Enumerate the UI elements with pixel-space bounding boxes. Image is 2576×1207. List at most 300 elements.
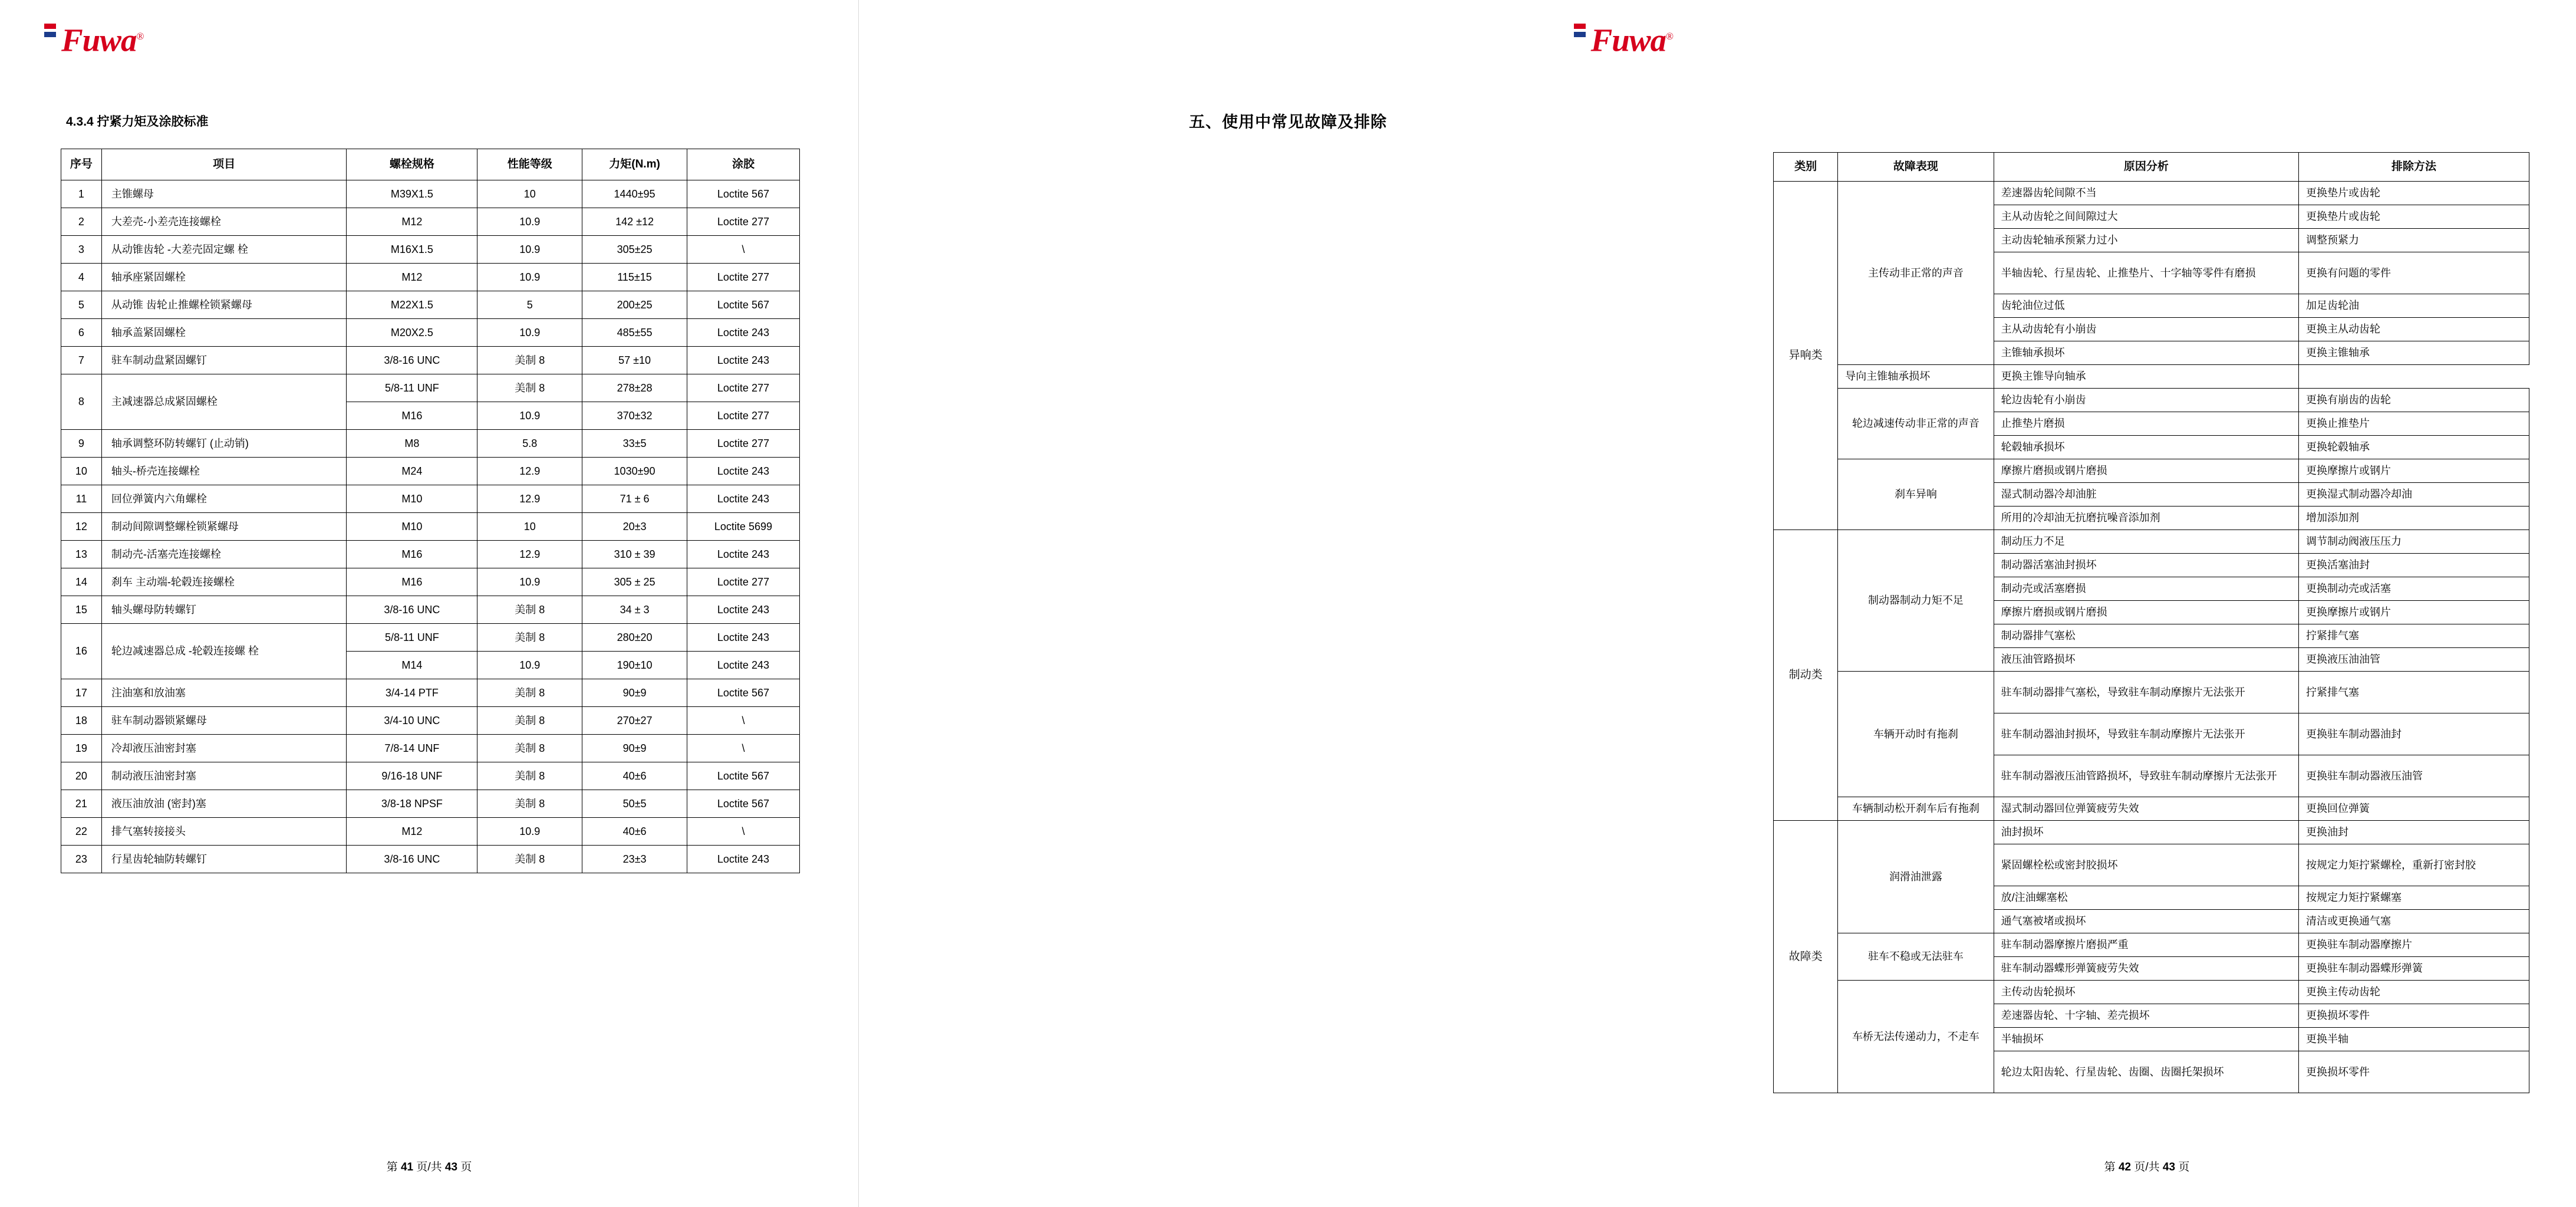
col-item: 项目	[101, 149, 346, 180]
cell-cause: 轮边齿轮有小崩齿	[1994, 389, 2298, 412]
cell-no: 22	[61, 818, 102, 846]
cell-cause: 半轴齿轮、行星齿轮、止推垫片、十字轴等零件有磨损	[1994, 252, 2298, 294]
cell-cause: 油封损坏	[1994, 821, 2298, 844]
cell-glue: Loctite 567	[687, 790, 799, 818]
cell-remedy: 更换有问题的零件	[2299, 252, 2529, 294]
cell-item: 主锥螺母	[101, 180, 346, 208]
col-glue: 涂胶	[687, 149, 799, 180]
cell-category: 制动类	[1774, 530, 1838, 821]
cell-no: 12	[61, 513, 102, 541]
cell-remedy: 更换湿式制动器冷却油	[2299, 483, 2529, 507]
cell-grade: 12.9	[477, 485, 582, 513]
cell-remedy: 更换回位弹簧	[2299, 797, 2529, 821]
cell-no: 10	[61, 458, 102, 485]
footer-total-pages: 43	[444, 1161, 458, 1173]
cell-remedy: 调整预紧力	[2299, 229, 2529, 252]
footer-right	[1718, 1158, 2576, 1174]
cell-no: 6	[61, 319, 102, 347]
cell-remedy: 更换主锥导向轴承	[1994, 365, 2298, 389]
logo-text-value: Fuwa	[61, 22, 137, 58]
cell-cause: 湿式制动器冷却油脏	[1994, 483, 2298, 507]
table-row	[61, 208, 800, 236]
logo-bar-blue	[1574, 32, 1586, 37]
table-row	[61, 568, 800, 596]
cell-remedy: 更换摩擦片或钢片	[2299, 459, 2529, 483]
torque-spec-table	[61, 149, 800, 873]
cell-glue: Loctite 277	[687, 568, 799, 596]
table-row	[1774, 365, 2529, 389]
cell-item: 轴头螺母防转螺钉	[101, 596, 346, 624]
cell-remedy: 更换摩擦片或钢片	[2299, 601, 2529, 624]
cell-torque: 50±5	[582, 790, 687, 818]
cell-symptom: 轮边减速传动非正常的声音	[1838, 389, 1994, 459]
table-row	[61, 264, 800, 291]
cell-cause: 差速器齿轮间隙不当	[1994, 182, 2298, 205]
table-row	[61, 790, 800, 818]
cell-item: 从动锥 齿轮止推螺栓锁紧螺母	[101, 291, 346, 319]
cell-cause: 液压油管路损坏	[1994, 648, 2298, 672]
table-row	[61, 485, 800, 513]
cell-glue: Loctite 277	[687, 374, 799, 402]
col-no: 序号	[61, 149, 102, 180]
cell-spec: M14	[347, 652, 477, 679]
cell-torque: 33±5	[582, 430, 687, 458]
cell-torque: 1030±90	[582, 458, 687, 485]
cell-no: 16	[61, 624, 102, 679]
cell-item: 驻车制动器锁紧螺母	[101, 707, 346, 735]
cell-remedy: 更换油封	[2299, 821, 2529, 844]
logo-text-value: Fuwa	[1590, 22, 1666, 58]
footer-middle: 页/共	[2134, 1161, 2160, 1173]
cell-spec: M24	[347, 458, 477, 485]
cell-remedy: 增加添加剂	[2299, 507, 2529, 530]
table-row	[61, 236, 800, 264]
table-row	[61, 180, 800, 208]
table-row	[61, 458, 800, 485]
cell-grade: 美制 8	[477, 679, 582, 707]
logo-registered-mark: ®	[136, 31, 144, 42]
table-row	[61, 846, 800, 873]
cell-cause: 通气塞被堵或损坏	[1994, 910, 2298, 933]
logo-bar-red	[44, 24, 56, 29]
cell-cause: 驻车制动器摩擦片磨损严重	[1994, 933, 2298, 957]
footer-suffix: 页	[460, 1161, 472, 1173]
cell-remedy: 更换轮毂轴承	[2299, 436, 2529, 459]
cell-torque: 23±3	[582, 846, 687, 873]
cell-grade: 5	[477, 291, 582, 319]
cell-category: 异响类	[1774, 182, 1838, 530]
cell-spec: 9/16-18 UNF	[347, 762, 477, 790]
footer-suffix: 页	[2178, 1161, 2190, 1173]
cell-cause: 主锥轴承损坏	[1994, 341, 2298, 365]
cell-torque: 20±3	[582, 513, 687, 541]
table-row	[61, 818, 800, 846]
fuwa-logo-left	[44, 20, 144, 58]
cell-no: 15	[61, 596, 102, 624]
cell-glue: \	[687, 735, 799, 762]
cell-no: 4	[61, 264, 102, 291]
cell-cause: 驻车制动器液压油管路损坏，导致驻车制动摩擦片无法张开	[1994, 755, 2298, 797]
logo-wordmark	[1591, 20, 1673, 56]
cell-remedy: 更换垫片或齿轮	[2299, 205, 2529, 229]
cell-glue: Loctite 243	[687, 596, 799, 624]
cell-spec: 3/4-14 PTF	[347, 679, 477, 707]
cell-glue: Loctite 243	[687, 652, 799, 679]
cell-glue: Loctite 243	[687, 347, 799, 374]
cell-cause: 摩擦片磨损或钢片磨损	[1994, 601, 2298, 624]
cell-cause: 驻车制动器排气塞松，导致驻车制动摩擦片无法张开	[1994, 672, 2298, 713]
table-row	[1774, 459, 2529, 483]
cell-item: 轴承盖紧固螺栓	[101, 319, 346, 347]
cell-remedy: 更换垫片或齿轮	[2299, 182, 2529, 205]
cell-torque: 310 ± 39	[582, 541, 687, 568]
cell-cause: 止推垫片磨损	[1994, 412, 2298, 436]
cell-glue: Loctite 243	[687, 541, 799, 568]
cell-symptom: 车辆制动松开刹车后有拖刹	[1838, 797, 1994, 821]
cell-grade: 10.9	[477, 568, 582, 596]
footer-total-pages: 43	[2162, 1161, 2176, 1173]
cell-grade: 美制 8	[477, 735, 582, 762]
cell-torque: 270±27	[582, 707, 687, 735]
cell-grade: 5.8	[477, 430, 582, 458]
cell-cause: 轮边太阳齿轮、行星齿轮、齿圈、齿圈托架损坏	[1994, 1051, 2298, 1093]
cell-spec: 5/8-11 UNF	[347, 374, 477, 402]
cell-item: 轴承调整环防转螺钉 (止动销)	[101, 430, 346, 458]
cell-cause: 所用的冷却油无抗磨抗噪音添加剂	[1994, 507, 2298, 530]
cell-item: 轴承座紧固螺栓	[101, 264, 346, 291]
cell-cause: 摩擦片磨损或钢片磨损	[1994, 459, 2298, 483]
cell-item: 行星齿轮轴防转螺钉	[101, 846, 346, 873]
cell-grade: 12.9	[477, 458, 582, 485]
col-category: 类别	[1774, 153, 1838, 182]
cell-spec: M12	[347, 818, 477, 846]
cell-torque: 40±6	[582, 818, 687, 846]
cell-remedy: 更换主传动齿轮	[2299, 981, 2529, 1004]
cell-no: 18	[61, 707, 102, 735]
logo-bars-icon	[44, 20, 56, 40]
cell-glue: \	[687, 707, 799, 735]
table-row	[1774, 672, 2529, 713]
cell-remedy: 清洁或更换通气塞	[2299, 910, 2529, 933]
cell-item: 大差壳-小差壳连接螺栓	[101, 208, 346, 236]
cell-grade: 10.9	[477, 652, 582, 679]
cell-cause: 制动器活塞油封损坏	[1994, 554, 2298, 577]
cell-remedy: 拧紧排气塞	[2299, 672, 2529, 713]
table-row	[1774, 821, 2529, 844]
cell-no: 5	[61, 291, 102, 319]
cell-item: 液压油放油 (密封)塞	[101, 790, 346, 818]
cell-remedy: 拧紧排气塞	[2299, 624, 2529, 648]
cell-glue: Loctite 277	[687, 430, 799, 458]
cell-item: 制动壳-活塞壳连接螺栓	[101, 541, 346, 568]
cell-torque: 280±20	[582, 624, 687, 652]
cell-grade: 美制 8	[477, 762, 582, 790]
cell-torque: 1440±95	[582, 180, 687, 208]
cell-grade: 12.9	[477, 541, 582, 568]
footer-page-number: 41	[400, 1161, 414, 1173]
cell-no: 17	[61, 679, 102, 707]
cell-cause: 主从动齿轮有小崩齿	[1994, 318, 2298, 341]
logo-bar-red	[1574, 24, 1586, 29]
fuwa-logo-right	[1574, 20, 1673, 58]
page-left	[0, 0, 858, 1207]
cell-no: 23	[61, 846, 102, 873]
cell-symptom: 制动器制动力矩不足	[1838, 530, 1994, 672]
cell-item: 制动液压油密封塞	[101, 762, 346, 790]
cell-spec: M10	[347, 485, 477, 513]
cell-remedy: 更换有崩齿的齿轮	[2299, 389, 2529, 412]
col-symptom: 故障表现	[1838, 153, 1994, 182]
cell-spec: M20X2.5	[347, 319, 477, 347]
cell-glue: Loctite 567	[687, 762, 799, 790]
col-torque: 力矩(N.m)	[582, 149, 687, 180]
cell-glue: \	[687, 236, 799, 264]
col-cause: 原因分析	[1994, 153, 2298, 182]
cell-glue: Loctite 5699	[687, 513, 799, 541]
cell-cause: 主从动齿轮之间间隙过大	[1994, 205, 2298, 229]
cell-glue: Loctite 567	[687, 180, 799, 208]
cell-no: 2	[61, 208, 102, 236]
cell-torque: 485±55	[582, 319, 687, 347]
cell-remedy: 更换损坏零件	[2299, 1004, 2529, 1028]
cell-remedy: 更换驻车制动器摩擦片	[2299, 933, 2529, 957]
col-grade: 性能等级	[477, 149, 582, 180]
page-right	[859, 0, 2476, 1207]
cell-symptom: 车辆开动时有拖刹	[1838, 672, 1994, 797]
cell-remedy: 更换制动壳或活塞	[2299, 577, 2529, 601]
cell-cause: 主动齿轮轴承预紧力过小	[1994, 229, 2298, 252]
cell-no: 3	[61, 236, 102, 264]
cell-item: 驻车制动盘紧固螺钉	[101, 347, 346, 374]
cell-glue: Loctite 277	[687, 264, 799, 291]
cell-no: 8	[61, 374, 102, 430]
footer-page-number: 42	[2118, 1161, 2132, 1173]
cell-glue: Loctite 277	[687, 208, 799, 236]
cell-grade: 10.9	[477, 236, 582, 264]
cell-cause: 半轴损坏	[1994, 1028, 2298, 1051]
table-header-row	[61, 149, 800, 180]
cell-spec: 3/8-16 UNC	[347, 846, 477, 873]
cell-no: 1	[61, 180, 102, 208]
table-row	[61, 291, 800, 319]
table-row	[61, 541, 800, 568]
table-row	[1774, 981, 2529, 1004]
cell-item: 刹车 主动端-轮毂连接螺栓	[101, 568, 346, 596]
cell-remedy: 更换主锥轴承	[2299, 341, 2529, 365]
cell-grade: 10.9	[477, 402, 582, 430]
table-row	[61, 735, 800, 762]
logo-registered-mark: ®	[1666, 31, 1673, 42]
cell-glue: Loctite 243	[687, 846, 799, 873]
logo-bars-icon	[1574, 20, 1586, 40]
col-spec: 螺栓规格	[347, 149, 477, 180]
logo-wordmark	[61, 20, 143, 56]
cell-torque: 278±28	[582, 374, 687, 402]
cell-cause: 放/注油螺塞松	[1994, 886, 2298, 910]
cell-spec: M12	[347, 264, 477, 291]
cell-grade: 10.9	[477, 319, 582, 347]
cell-remedy: 更换活塞油封	[2299, 554, 2529, 577]
cell-glue: Loctite 243	[687, 319, 799, 347]
cell-grade: 10.9	[477, 818, 582, 846]
cell-symptom: 车桥无法传递动力，不走车	[1838, 981, 1994, 1093]
left-section-title: 4.3.4 拧紧力矩及涂胶标准	[66, 115, 209, 129]
cell-spec: M8	[347, 430, 477, 458]
table-row	[61, 319, 800, 347]
cell-remedy: 更换液压油油管	[2299, 648, 2529, 672]
table-row	[61, 596, 800, 624]
cell-remedy: 按规定力矩拧紧螺栓，重新打密封胶	[2299, 844, 2529, 886]
table-row	[61, 430, 800, 458]
cell-grade: 美制 8	[477, 846, 582, 873]
cell-spec: 5/8-11 UNF	[347, 624, 477, 652]
cell-no: 19	[61, 735, 102, 762]
cell-remedy: 更换驻车制动器液压油管	[2299, 755, 2529, 797]
cell-torque: 305±25	[582, 236, 687, 264]
cell-symptom: 润滑油泄露	[1838, 821, 1994, 933]
table-row	[61, 762, 800, 790]
cell-spec: 7/8-14 UNF	[347, 735, 477, 762]
cell-remedy: 更换驻车制动器蝶形弹簧	[2299, 957, 2529, 981]
cell-symptom: 主传动非正常的声音	[1838, 182, 1994, 365]
cell-glue: \	[687, 818, 799, 846]
cell-no: 11	[61, 485, 102, 513]
cell-cause: 湿式制动器回位弹簧疲劳失效	[1994, 797, 2298, 821]
cell-symptom: 驻车不稳或无法驻车	[1838, 933, 1994, 981]
cell-spec: 3/4-10 UNC	[347, 707, 477, 735]
cell-no: 13	[61, 541, 102, 568]
fault-troubleshooting-table	[1773, 152, 2529, 1093]
cell-item: 轮边减速器总成 -轮毂连接螺 栓	[101, 624, 346, 679]
cell-no: 14	[61, 568, 102, 596]
cell-cause: 主传动齿轮损坏	[1994, 981, 2298, 1004]
cell-cause: 差速器齿轮、十字轴、差壳损坏	[1994, 1004, 2298, 1028]
cell-torque: 142 ±12	[582, 208, 687, 236]
table-row	[1774, 530, 2529, 554]
cell-cause: 驻车制动器蝶形弹簧疲劳失效	[1994, 957, 2298, 981]
table-row	[1774, 933, 2529, 957]
cell-remedy: 更换驻车制动器油封	[2299, 713, 2529, 755]
cell-cause: 齿轮油位过低	[1994, 294, 2298, 318]
cell-symptom: 刹车异响	[1838, 459, 1994, 530]
cell-item: 轴头-桥壳连接螺栓	[101, 458, 346, 485]
cell-torque: 40±6	[582, 762, 687, 790]
cell-cause: 驻车制动器油封损坏，导致驻车制动摩擦片无法张开	[1994, 713, 2298, 755]
cell-item: 主减速器总成紧固螺栓	[101, 374, 346, 430]
cell-no: 7	[61, 347, 102, 374]
cell-cause: 制动器排气塞松	[1994, 624, 2298, 648]
cell-spec: M12	[347, 208, 477, 236]
cell-spec: M39X1.5	[347, 180, 477, 208]
table-row	[61, 347, 800, 374]
cell-item: 制动间隙调整螺栓锁紧螺母	[101, 513, 346, 541]
cell-item: 回位弹簧内六角螺栓	[101, 485, 346, 513]
table-row	[1774, 182, 2529, 205]
cell-remedy: 调节制动阀液压压力	[2299, 530, 2529, 554]
table-row	[61, 707, 800, 735]
cell-category: 故障类	[1774, 821, 1838, 1093]
cell-torque: 370±32	[582, 402, 687, 430]
cell-item: 排气塞转接接头	[101, 818, 346, 846]
cell-glue: Loctite 567	[687, 291, 799, 319]
cell-no: 21	[61, 790, 102, 818]
cell-spec: M16	[347, 402, 477, 430]
cell-spec: 3/8-16 UNC	[347, 347, 477, 374]
cell-torque: 57 ±10	[582, 347, 687, 374]
table-row	[1774, 797, 2529, 821]
cell-torque: 71 ± 6	[582, 485, 687, 513]
cell-spec: M16	[347, 541, 477, 568]
cell-grade: 美制 8	[477, 374, 582, 402]
cell-spec: M22X1.5	[347, 291, 477, 319]
cell-cause: 制动压力不足	[1994, 530, 2298, 554]
cell-cause: 制动壳或活塞磨损	[1994, 577, 2298, 601]
cell-torque: 305 ± 25	[582, 568, 687, 596]
cell-cause: 紧固螺栓松或密封胶损坏	[1994, 844, 2298, 886]
cell-grade: 美制 8	[477, 596, 582, 624]
logo-bar-blue	[44, 32, 56, 37]
cell-glue: Loctite 243	[687, 485, 799, 513]
cell-remedy: 更换半轴	[2299, 1028, 2529, 1051]
cell-torque: 34 ± 3	[582, 596, 687, 624]
cell-spec: M16	[347, 568, 477, 596]
cell-glue: Loctite 243	[687, 458, 799, 485]
table-row	[1774, 389, 2529, 412]
footer-middle: 页/共	[416, 1161, 442, 1173]
cell-item: 注油塞和放油塞	[101, 679, 346, 707]
cell-glue: Loctite 567	[687, 679, 799, 707]
cell-grade: 美制 8	[477, 347, 582, 374]
table-row	[61, 679, 800, 707]
cell-grade: 10.9	[477, 208, 582, 236]
cell-torque: 90±9	[582, 735, 687, 762]
cell-item: 冷却液压油密封塞	[101, 735, 346, 762]
cell-no: 20	[61, 762, 102, 790]
table-row	[61, 624, 800, 652]
cell-cause: 导向主锥轴承损坏	[1838, 365, 1994, 389]
cell-torque: 90±9	[582, 679, 687, 707]
cell-remedy: 更换损坏零件	[2299, 1051, 2529, 1093]
cell-grade: 10	[477, 513, 582, 541]
right-section-title: 五、使用中常见故障及排除	[1189, 113, 1387, 131]
table-row	[61, 374, 800, 402]
cell-spec: 3/8-16 UNC	[347, 596, 477, 624]
col-remedy: 排除方法	[2299, 153, 2529, 182]
footer-prefix: 第	[386, 1161, 398, 1173]
cell-cause: 轮毂轴承损坏	[1994, 436, 2298, 459]
cell-torque: 115±15	[582, 264, 687, 291]
cell-spec: 3/8-18 NPSF	[347, 790, 477, 818]
cell-glue: Loctite 243	[687, 624, 799, 652]
table-row	[61, 513, 800, 541]
footer-prefix: 第	[2104, 1161, 2116, 1173]
cell-glue: Loctite 277	[687, 402, 799, 430]
cell-no: 9	[61, 430, 102, 458]
cell-grade: 10.9	[477, 264, 582, 291]
cell-torque: 200±25	[582, 291, 687, 319]
cell-grade: 10	[477, 180, 582, 208]
cell-spec: M10	[347, 513, 477, 541]
table-header-row	[1774, 153, 2529, 182]
cell-grade: 美制 8	[477, 790, 582, 818]
cell-remedy: 加足齿轮油	[2299, 294, 2529, 318]
cell-torque: 190±10	[582, 652, 687, 679]
cell-remedy: 更换止推垫片	[2299, 412, 2529, 436]
cell-grade: 美制 8	[477, 707, 582, 735]
footer-left	[0, 1158, 858, 1174]
cell-grade: 美制 8	[477, 624, 582, 652]
cell-remedy: 更换主从动齿轮	[2299, 318, 2529, 341]
